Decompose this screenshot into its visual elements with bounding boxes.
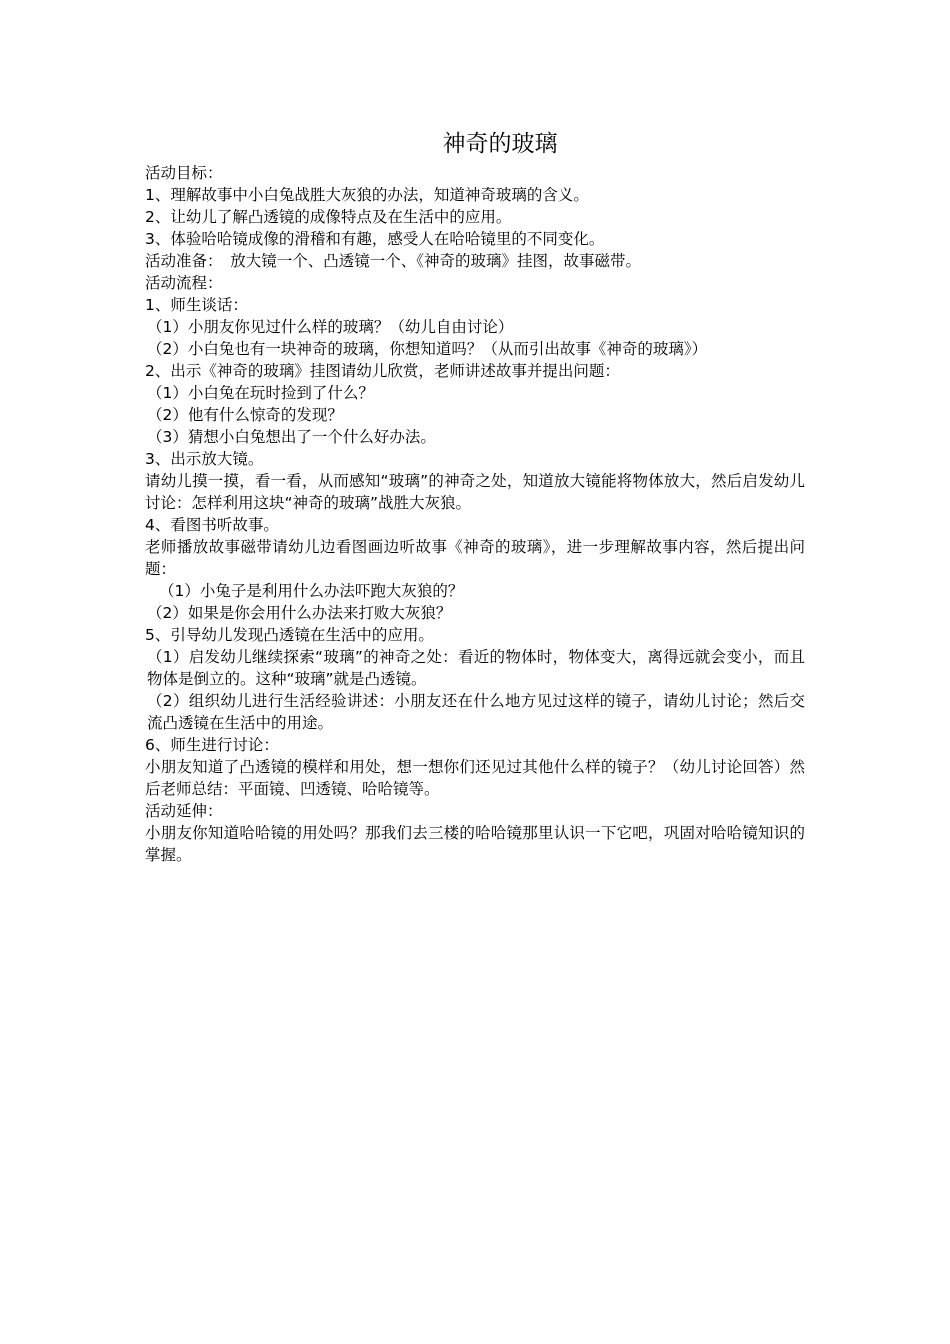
document-line: （2）他有什么惊奇的发现？	[147, 406, 343, 424]
document-line: 5、引导幼儿发现凸透镜在生活中的应用。	[145, 626, 434, 644]
document-line: 请幼儿摸一摸，看一看，从而感知“玻璃”的神奇之处，知道放大镜能将物体放大，然后启发幼儿讨论：怎样利用这块“神奇的玻璃”战胜大灰狼。	[145, 472, 805, 512]
document-title: 神奇的玻璃	[442, 131, 558, 157]
document-body	[145, 162, 805, 866]
document-line: （1）小兔子是利用什么办法吓跑大灰狼的？	[159, 582, 464, 600]
document-line: 活动目标：	[145, 164, 223, 182]
document-line: 1、师生谈话：	[145, 296, 248, 314]
document-line: 3、出示放大镜。	[145, 450, 264, 468]
document-line: 2、让幼儿了解凸透镜的成像特点及在生活中的应用。	[145, 208, 512, 226]
document-line: 小朋友知道了凸透镜的模样和用处，想一想你们还见过其他什么样的镜子？（幼儿讨论回答）然后老师总结：平面镜、凹透镜、哈哈镜等。	[145, 758, 805, 798]
document-line: 活动延伸：	[145, 802, 223, 820]
document-line: 活动流程：	[145, 274, 223, 292]
document-line: 4、看图书听故事。	[145, 516, 279, 534]
document-line: 6、师生进行讨论：	[145, 736, 279, 754]
document-line: 2、出示《神奇的玻璃》挂图请幼儿欣赏，老师讲述故事并提出问题：	[145, 362, 620, 380]
document-line: （1）启发幼儿继续探索“玻璃”的神奇之处：看近的物体时，物体变大，离得远就会变小，而且物体是倒立的。这种“玻璃”就是凸透镜。	[147, 648, 805, 688]
document-line: 小朋友你知道哈哈镜的用处吗？那我们去三楼的哈哈镜那里认识一下它吧，巩固对哈哈镜知识的掌握。	[145, 824, 805, 864]
document-line: 3、体验哈哈镜成像的滑稽和有趣，感受人在哈哈镜里的不同变化。	[145, 230, 605, 248]
document-line: （2）小白兔也有一块神奇的玻璃，你想知道吗？（从而引出故事《神奇的玻璃》）	[147, 340, 708, 358]
document-line: 老师播放故事磁带请幼儿边看图画边听故事《神奇的玻璃》，进一步理解故事内容，然后提出问题：	[145, 538, 805, 578]
document-page	[145, 128, 805, 866]
document-line: （1）小白兔在玩时捡到了什么？	[147, 384, 374, 402]
document-line: （2）如果是你会用什么办法来打败大灰狼？	[147, 604, 452, 622]
document-line: （1）小朋友你见过什么样的玻璃？（幼儿自由讨论）	[147, 318, 514, 336]
document-line: （3）猜想小白兔想出了一个什么好办法。	[147, 428, 436, 446]
document-line: （2）组织幼儿进行生活经验讲述：小朋友还在什么地方见过这样的镜子，请幼儿讨论；然后交流凸透镜在生活中的用途。	[147, 692, 805, 732]
document-line: 1、理解故事中小白兔战胜大灰狼的办法，知道神奇玻璃的含义。	[145, 186, 589, 204]
document-line: 活动准备： 放大镜一个、凸透镜一个、《神奇的玻璃》挂图，故事磁带。	[145, 252, 642, 270]
